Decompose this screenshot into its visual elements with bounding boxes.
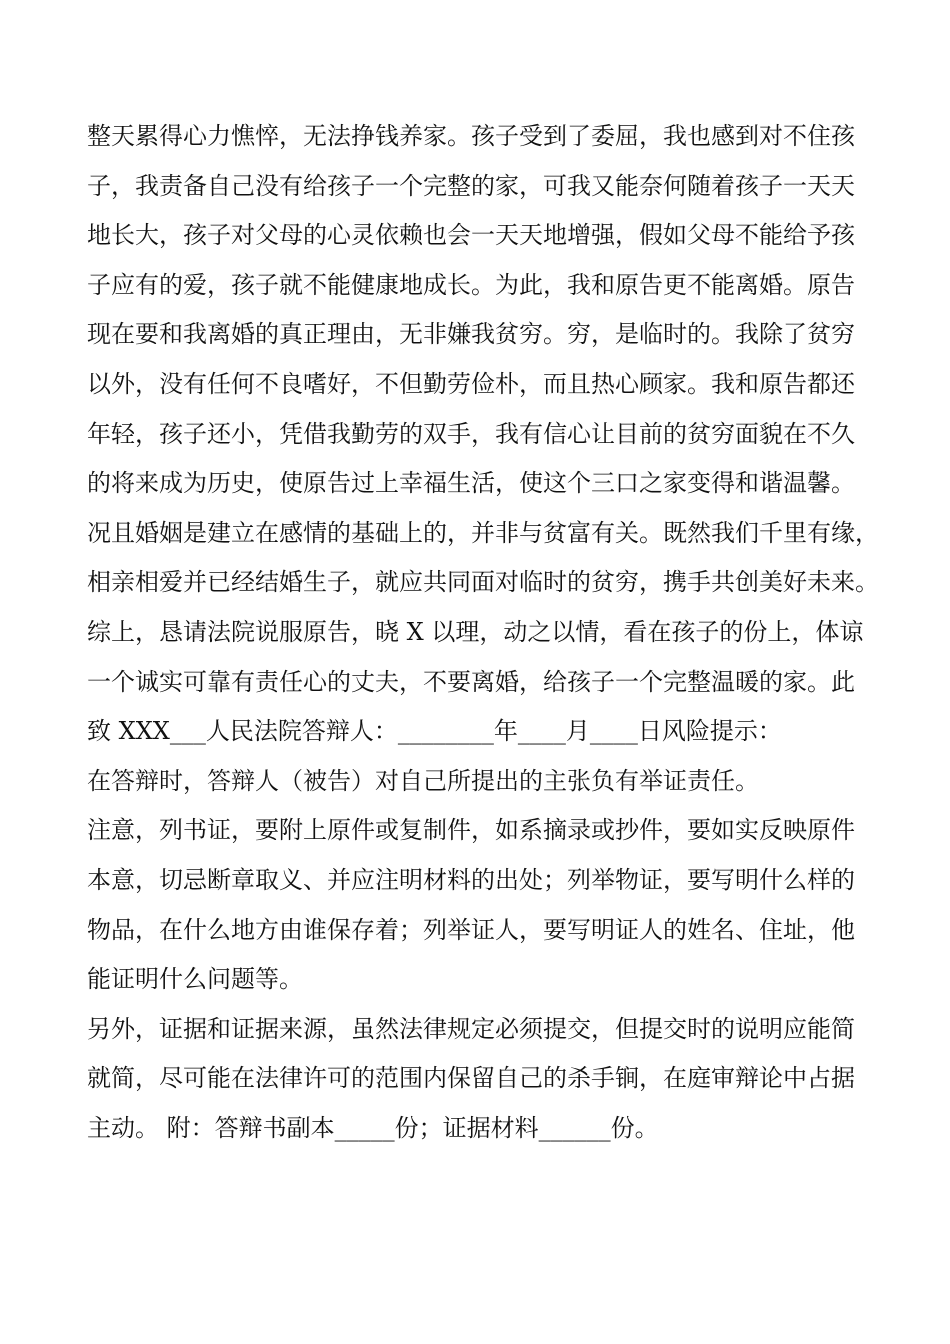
text-line: 物品，在什么地方由谁保存着；列举证人，要写明证人的姓名、住址，他 bbox=[87, 915, 855, 944]
text-line: 注意，列书证，要附上原件或复制件，如系摘录或抄件，要如实反映原件 bbox=[87, 816, 855, 845]
text-line: 一个诚实可靠有责任心的丈夫，不要离婚，给孩子一个完整温暖的家。此 bbox=[87, 667, 855, 696]
text-line: 在答辩时，答辩人（被告）对自己所提出的主张负有举证责任。 bbox=[87, 766, 759, 795]
text-line: 综上，恳请法院说服原告，晓 X 以理，动之以情，看在孩子的份上，体谅 bbox=[87, 617, 864, 646]
text-line: 相亲相爱并已经结婚生子，就应共同面对临时的贫穷，携手共创美好未来。 bbox=[87, 568, 879, 597]
document-body bbox=[87, 112, 887, 1153]
text-line: 子，我责备自己没有给孩子一个完整的家，可我又能奈何随着孩子一天天 bbox=[87, 171, 855, 200]
text-line: 年轻，孩子还小，凭借我勤劳的双手，我有信心让目前的贫穷面貌在不久 bbox=[87, 419, 855, 448]
text-line: 就简，尽可能在法律许可的范围内保留自己的杀手锏，在庭审辩论中占据 bbox=[87, 1064, 855, 1093]
text-line: 致 XXX___人民法院答辩人：________年____月____日风险提示： bbox=[87, 717, 782, 746]
text-line: 主动。 附：答辩书副本_____份；证据材料______份。 bbox=[87, 1113, 659, 1142]
text-line: 地长大，孩子对父母的心灵依赖也会一天天地增强，假如父母不能给予孩 bbox=[87, 221, 855, 250]
text-line: 的将来成为历史，使原告过上幸福生活，使这个三口之家变得和谐温馨。 bbox=[87, 469, 855, 498]
text-line: 另外，证据和证据来源，虽然法律规定必须提交，但提交时的说明应能简 bbox=[87, 1014, 855, 1043]
text-line: 现在要和我离婚的真正理由，无非嫌我贫穷。穷，是临时的。我除了贫穷 bbox=[87, 320, 855, 349]
text-line: 能证明什么问题等。 bbox=[87, 965, 303, 994]
text-line: 本意，切忌断章取义、并应注明材料的出处；列举物证，要写明什么样的 bbox=[87, 865, 855, 894]
text-line: 整天累得心力憔悴，无法挣钱养家。孩子受到了委屈，我也感到对不住孩 bbox=[87, 122, 855, 150]
text-line: 以外，没有任何不良嗜好，不但勤劳俭朴，而且热心顾家。我和原告都还 bbox=[87, 369, 855, 398]
text-line: 子应有的爱，孩子就不能健康地成长。为此，我和原告更不能离婚。原告 bbox=[87, 270, 855, 299]
text-line: 况且婚姻是建立在感情的基础上的，并非与贫富有关。既然我们千里有缘， bbox=[87, 518, 879, 547]
